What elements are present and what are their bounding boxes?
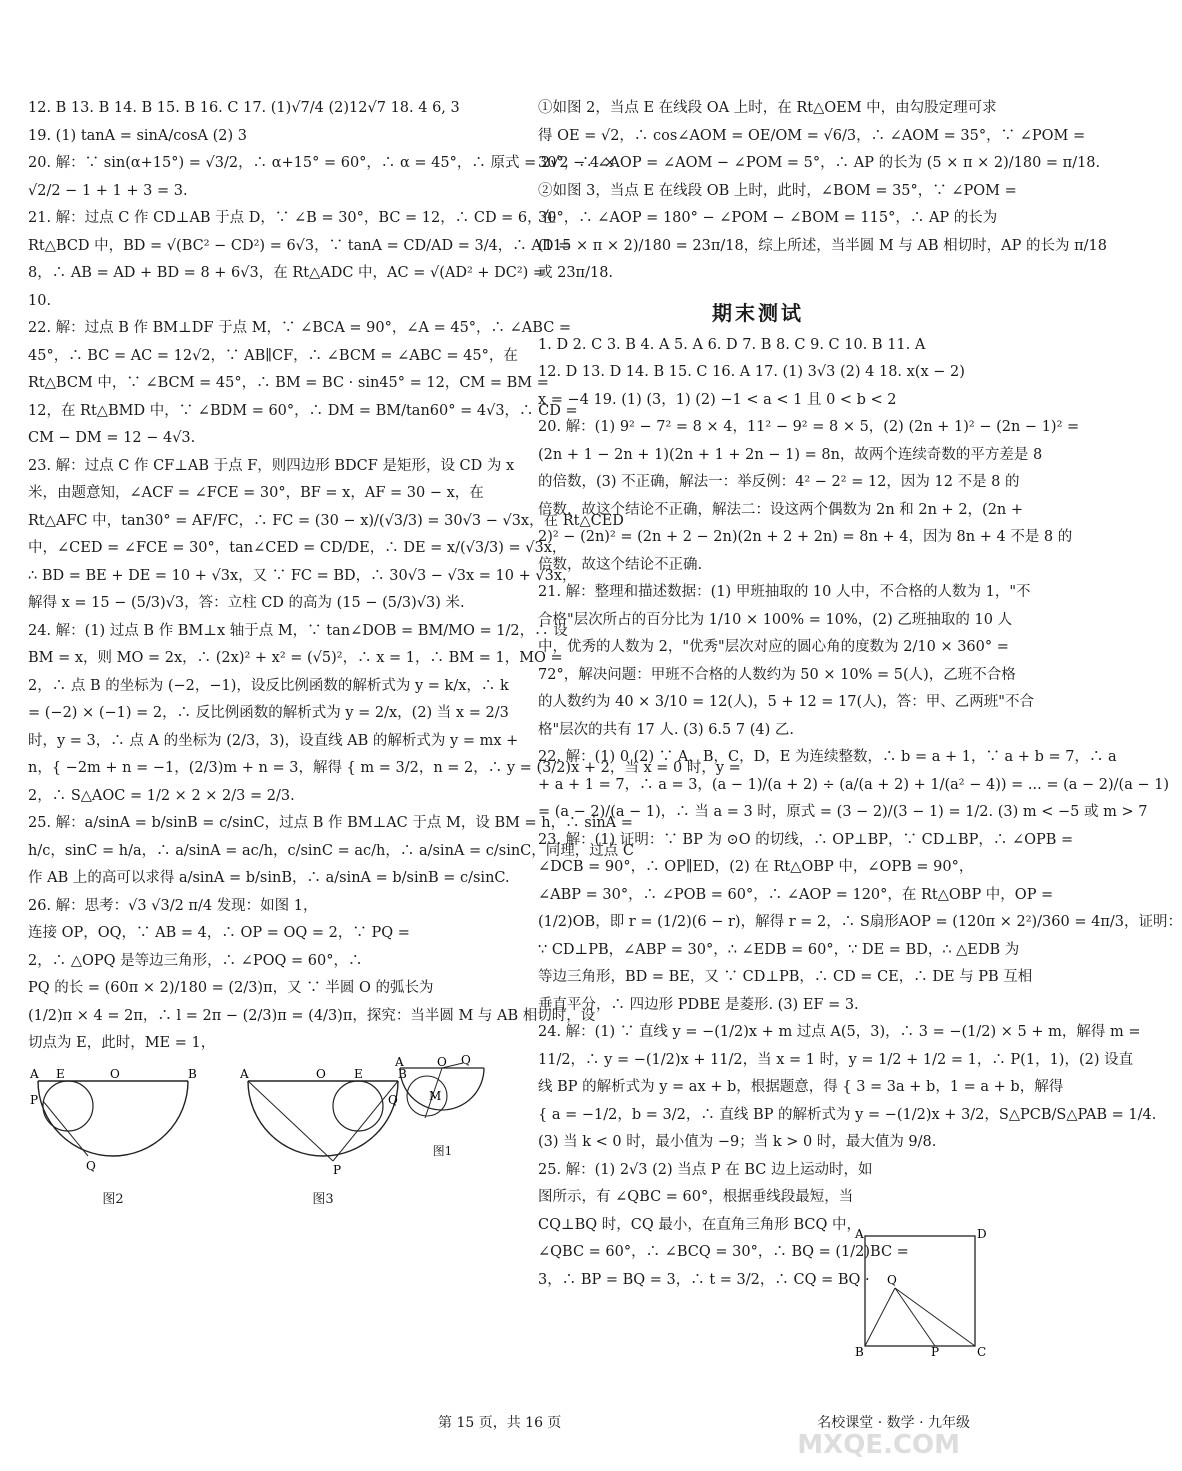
text-line: ∠ABP = 30°，∴ ∠POB = 60°，∴ ∠AOP = 120°，在 Rt△OBP 中，OP = xyxy=(538,886,1054,903)
text-line: (1/2)π × 4 = 2π，∴ l = 2π − (2/3)π = (4/3)π，探究：当半圆 M 与 AB 相切时，设 xyxy=(28,1007,596,1024)
svg-text:E: E xyxy=(354,1066,363,1081)
text-line: h/c，sinC = h/a，∴ a/sinA = ac/h，c/sinC = ac/h，∴ a/sinA = c/sinC，同理，过点 C xyxy=(28,842,634,859)
text-line: 等边三角形，BD = BE，又 ∵ CD⊥PB，∴ CD = CE，∴ DE 与 PB 互相 xyxy=(538,969,1033,985)
text-line: ∠DCB = 90°，∴ OP∥ED，(2) 在 Rt△OBP 中，∠OPB = 90°， xyxy=(538,859,974,875)
text-line: 12，在 Rt△BMD 中，∵ ∠BDM = 60°，∴ DM = BM/tan60° = 4√3，∴ CD = xyxy=(28,402,578,419)
text-line: 作 AB 上的高可以求得 a/sinA = b/sinB，∴ a/sinA = b/sinB = c/sinC. xyxy=(28,870,510,886)
figure-1 xyxy=(395,1053,490,1159)
svg-text:Q: Q xyxy=(461,1053,471,1067)
watermark: MXQE.COM xyxy=(797,1430,960,1460)
text-line: ①如图 2，当点 E 在线段 OA 上时，在 Rt△OEM 中，由勾股定理可求 xyxy=(538,100,997,116)
svg-text:A: A xyxy=(855,1227,864,1241)
text-line: 或 23π/18. xyxy=(538,265,614,281)
text-line: 倍数，故这个结论不正确，解法二：设这两个偶数为 2n 和 2n + 2，(2n + xyxy=(538,501,1024,518)
text-line: 中，∠CED = ∠FCE = 30°，tan∠CED = CD/DE，∴ DE = x/(√3/3) = √3x， xyxy=(28,540,567,556)
text-line: CQ⊥BQ 时，CQ 最小，在直角三角形 BCQ 中， xyxy=(538,1216,861,1233)
text-line: 24. 解：(1) ∵ 直线 y = −(1/2)x + m 过点 A(5，3)，∴ 3 = −(1/2) × 5 + m，解得 m = xyxy=(538,1024,1141,1040)
svg-text:M: M xyxy=(429,1089,442,1103)
figure-3-caption: 图3 xyxy=(312,1192,334,1207)
svg-text:C: C xyxy=(977,1345,987,1359)
text-line: (1/2)OB，即 r = (1/2)(6 − r)，解得 r = 2，∴ S扇形AOP = (120π × 2²)/360 = 4π/3，证明： xyxy=(538,914,1182,930)
page-number: 第 15 页，共 16 页 xyxy=(438,1415,562,1431)
text-line: 倍数，故这个结论不正确. xyxy=(538,556,703,573)
right-column xyxy=(538,95,1182,1294)
text-line: 的人数约为 40 × 3/10 = 12(人)，5 + 12 = 17(人)，答：甲、乙两班"不合 xyxy=(538,694,1034,710)
text-line: 3，∴ BP = BQ = 3，∴ t = 3/2，∴ CQ = BQ · xyxy=(538,1271,870,1288)
svg-text:D: D xyxy=(977,1227,987,1241)
figure-3 xyxy=(238,1066,408,1214)
brand-label: 名校课堂 · 数学 · 九年级 xyxy=(817,1415,970,1431)
text-line: (2n + 1 − 2n + 1)(2n + 1 + 2n − 1) = 8n，故两个连续奇数的平方差是 8 xyxy=(538,446,1043,463)
svg-text:B: B xyxy=(855,1345,864,1359)
text-line: 图所示，有 ∠QBC = 60°，根据垂线段最短，当 xyxy=(538,1189,854,1205)
text-line: 22. 解：过点 B 作 BM⊥DF 于点 M，∵ ∠BCA = 90°，∠A = 45°，∴ ∠ABC = xyxy=(28,320,572,336)
text-line: 合格"层次所占的百分比为 1/10 × 100% = 10%，(2) 乙班抽取的 10 人 xyxy=(538,611,1013,628)
text-line: 24. 解：(1) 过点 B 作 BM⊥x 轴于点 M，∵ tan∠DOB = BM/MO = 1/2，∴ 设 xyxy=(28,622,568,639)
svg-text:Q: Q xyxy=(388,1092,398,1107)
text-line: 12. B 13. B 14. B 15. B 16. C 17. (1)√7/4 (2)12√7 18. 4 6, 3 xyxy=(28,100,460,116)
text-line: ②如图 3，当点 E 在线段 OB 上时，此时，∠BOM = 35°，∵ ∠POM = xyxy=(538,182,1017,199)
text-line: 30°，∴ ∠AOP = 180° − ∠POM − ∠BOM = 115°，∴ AP 的长为 xyxy=(538,210,998,226)
text-line: PQ 的长 = (60π × 2)/180 = (2/3)π，又 ∵ 半圆 O 的弧长为 xyxy=(28,980,434,996)
text-line: 2)² − (2n)² = (2n + 2 − 2n)(2n + 2 + 2n) = 8n + 4，因为 8n + 4 不是 8 的 xyxy=(538,529,1073,545)
text-line: 得 OE = √2，∴ cos∠AOM = OE/OM = √6/3，∴ ∠AOM = 35°，∵ ∠POM = xyxy=(538,127,1086,144)
svg-text:P: P xyxy=(30,1092,39,1107)
svg-text:O: O xyxy=(316,1066,326,1081)
text-line: 23. 解：(1) 证明：∵ BP 为 ⊙O 的切线，∴ OP⊥BP，∵ CD⊥BP，∴ ∠OPB = xyxy=(538,831,1074,848)
svg-text:O: O xyxy=(437,1055,447,1069)
text-line: 解得 x = 15 − (5/3)√3，答：立柱 CD 的高为 (15 − (5/3)√3) 米. xyxy=(28,595,465,611)
text-line: 的倍数，(3) 不正确，解法一：举反例：4² − 2² = 12，因为 12 不是 8 的 xyxy=(538,474,1020,490)
text-line: 连接 OP，OQ，∵ AB = 4，∴ OP = OQ = 2，∵ PQ = xyxy=(28,925,410,941)
text-line: (115 × π × 2)/180 = 23π/18，综上所述，当半圆 M 与 AB 相切时，AP 的长为 π/18 xyxy=(538,237,1107,254)
text-line: 10. xyxy=(28,292,52,309)
text-line: 22. 解：(1) 0 (2) ∵ A，B，C，D，E 为连续整数，∴ b = a + 1，∵ a + b = 7，∴ a xyxy=(538,749,1117,765)
text-line: 12. D 13. D 14. B 15. C 16. A 17. (1) 3√3 (2) 4 18. x(x − 2) xyxy=(538,364,965,380)
text-line: 线 BP 的解析式为 y = ax + b，根据题意，得 { 3 = 3a + b，1 = a + b，解得 xyxy=(538,1079,1064,1095)
text-line: 垂直平分，∴ 四边形 PDBE 是菱形. (3) EF = 3. xyxy=(538,996,859,1013)
text-line: 72°，解决问题：甲班不合格的人数约为 50 × 10% = 5(人)，乙班不合格 xyxy=(538,666,1016,683)
svg-text:P: P xyxy=(333,1162,342,1177)
text-line: CM − DM = 12 − 4√3. xyxy=(28,430,196,446)
text-line: 格"层次的共有 17 人. (3) 6.5 7 (4) 乙. xyxy=(538,721,794,738)
text-line: n，{ −2m + n = −1，(2/3)m + n = 3，解得 { m = 3/2，n = 2，∴ y = (3/2)x + 2，当 x = 0 时，y = xyxy=(28,760,741,776)
svg-text:B: B xyxy=(188,1066,197,1081)
text-line: 25. 解：a/sinA = b/sinB = c/sinC，过点 B 作 BM⊥AC 于点 M，设 BM = h，∴ sinA = xyxy=(28,815,633,831)
text-line: 30°，∴ ∠AOP = ∠AOM − ∠POM = 5°，∴ AP 的长为 (5 × π × 2)/180 = π/18. xyxy=(538,155,1101,171)
text-line: 2，∴ 点 B 的坐标为 (−2，−1)，设反比例函数的解析式为 y = k/x，∴ k xyxy=(28,677,509,694)
text-line: √2/2 − 1 + 1 + 3 = 3. xyxy=(28,182,188,199)
svg-text:B: B xyxy=(398,1066,407,1081)
svg-text:O: O xyxy=(110,1066,120,1081)
text-line: 19. (1) tanA = sinA/cosA (2) 3 xyxy=(28,127,247,144)
text-line: 时，y = 3，∴ 点 A 的坐标为 (2/3，3)，设直线 AB 的解析式为 y = mx + xyxy=(28,732,519,749)
text-line: x = −4 19. (1) (3，1) (2) −1 < a < 1 且 0 < b < 2 xyxy=(538,391,897,408)
text-line: 23. 解：过点 C 作 CF⊥AB 于点 F，则四边形 BDCF 是矩形，设 CD 为 x xyxy=(28,457,515,474)
text-line: 20. 解：(1) 9² − 7² = 8 × 4，11² − 9² = 8 × 5，(2) (2n + 1)² − (2n − 1)² = xyxy=(538,419,1080,435)
text-line: 25. 解：(1) 2√3 (2) 当点 P 在 BC 边上运动时，如 xyxy=(538,1161,873,1178)
svg-text:Q: Q xyxy=(86,1158,96,1173)
figure-2-caption: 图2 xyxy=(102,1192,124,1207)
svg-text:A: A xyxy=(240,1066,249,1081)
text-line: 切点为 E，此时，ME = 1， xyxy=(28,1035,216,1051)
text-line: BM = x，则 MO = 2x，∴ (2x)² + x² = (√5)²，∴ x = 1，∴ BM = 1，MO = xyxy=(28,650,563,666)
svg-text:P: P xyxy=(931,1345,940,1359)
text-line: 20. 解：∵ sin(α+15°) = √3/2，∴ α+15° = 60°，∴ α = 45°，∴ 原式 = 2√2 − 4 × xyxy=(28,155,616,171)
text-line: 2，∴ S△AOC = 1/2 × 2 × 2/3 = 2/3. xyxy=(28,787,295,804)
svg-text:A: A xyxy=(395,1055,404,1069)
text-line: = (−2) × (−1) = 2，∴ 反比例函数的解析式为 y = 2/x，(2) 当 x = 2/3 xyxy=(28,705,509,721)
text-line: 21. 解：过点 C 作 CD⊥AB 于点 D，∵ ∠B = 30°，BC = 12，∴ CD = 6，在 xyxy=(28,210,557,226)
text-line: 45°，∴ BC = AC = 12√2，∵ AB∥CF，∴ ∠BCM = ∠ABC = 45°，在 xyxy=(28,347,518,364)
section-title: 期末测试 xyxy=(712,300,804,325)
text-line: = (a − 2)/(a − 1)，∴ 当 a = 3 时，原式 = (3 − 2)/(3 − 1) = 1/2. (3) m < −5 或 m > 7 xyxy=(538,804,1148,820)
text-line: 26. 解：思考：√3 √3/2 π/4 发现：如图 1， xyxy=(28,897,318,914)
text-line: Rt△AFC 中，tan30° = AF/FC，∴ FC = (30 − x)/(√3/3) = 30√3 − √3x，在 Rt△CED xyxy=(28,512,624,529)
text-line: Rt△BCM 中，∵ ∠BCM = 45°，∴ BM = BC · sin45° = 12，CM = BM = xyxy=(28,375,549,391)
text-line: 21. 解：整理和描述数据：(1) 甲班抽取的 10 人中，不合格的人数为 1，"不 xyxy=(538,584,1031,600)
figure-2 xyxy=(28,1066,198,1214)
text-line: ∠QBC = 60°，∴ ∠BCQ = 30°，∴ BQ = (1/2)BC = xyxy=(538,1244,909,1260)
text-line: (3) 当 k < 0 时，最小值为 −9；当 k > 0 时，最大值为 9/8. xyxy=(538,1134,937,1150)
figure-1-caption: 图1 xyxy=(432,1144,453,1158)
text-line: 米，由题意知，∠ACF = ∠FCE = 30°，BF = x，AF = 30 − x，在 xyxy=(28,485,484,501)
text-line: 2，∴ △OPQ 是等边三角形，∴ ∠POQ = 60°，∴ xyxy=(28,952,363,969)
text-line: ∴ BD = BE + DE = 10 + √3x，又 ∵ FC = BD，∴ 30√3 − √3x = 10 + √3x， xyxy=(28,567,577,584)
text-line: 1. D 2. C 3. B 4. A 5. A 6. D 7. B 8. C 9. C 10. B 11. A xyxy=(538,336,926,353)
square-diagram xyxy=(855,1228,985,1362)
svg-text:Q: Q xyxy=(887,1273,897,1287)
svg-text:E: E xyxy=(56,1066,65,1081)
svg-text:A: A xyxy=(30,1066,39,1081)
text-line: + a + 1 = 7，∴ a = 3，(a − 1)/(a + 2) ÷ (a/(a + 2) + 1/(a² − 4)) = ... = (a − 2)/(a − 1) xyxy=(538,776,1170,793)
text-line: Rt△BCD 中，BD = √(BC² − CD²) = 6√3，∵ tanA = CD/AD = 3/4，∴ AD = xyxy=(28,237,571,254)
text-line: 8，∴ AB = AD + BD = 8 + 6√3，在 Rt△ADC 中，AC = √(AD² + DC²) = xyxy=(28,265,546,281)
text-line: 中，优秀的人数为 2，"优秀"层次对应的圆心角的度数为 2/10 × 360° = xyxy=(538,639,1009,655)
text-line: 11/2，∴ y = −(1/2)x + 11/2，当 x = 1 时，y = 1/2 + 1/2 = 1，∴ P(1，1)，(2) 设直 xyxy=(538,1051,1134,1068)
text-line: { a = −1/2，b = 3/2，∴ 直线 BP 的解析式为 y = −(1/2)x + 3/2，S△PCB/S△PAB = 1/4. xyxy=(538,1106,1157,1123)
text-line: ∵ CD⊥PB，∠ABP = 30°，∴ ∠EDB = 60°，∵ DE = BD，∴ △EDB 为 xyxy=(538,941,1020,958)
